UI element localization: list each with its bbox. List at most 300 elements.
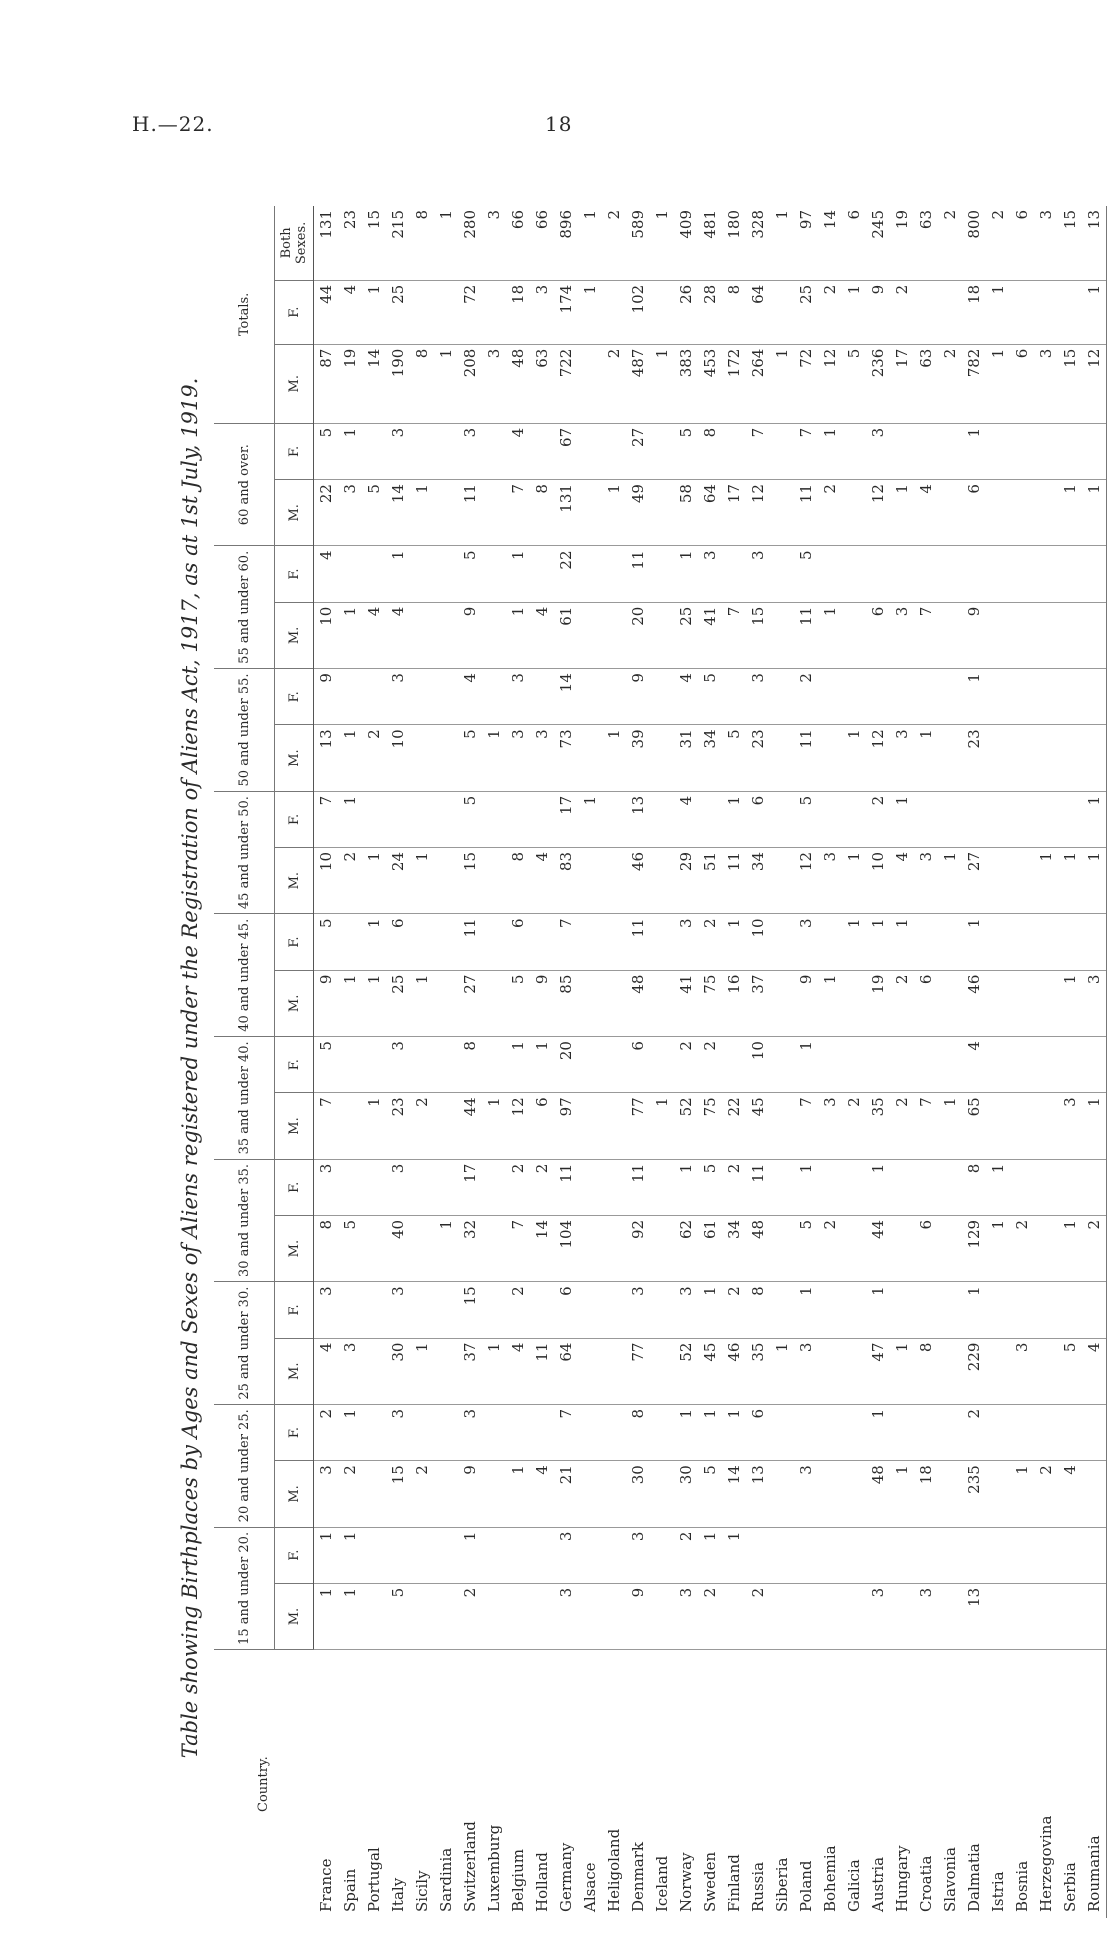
country-name: Poland [794,1650,818,1918]
value-cell [842,423,866,479]
value-cell: 46 [962,970,986,1036]
value-cell [602,423,626,479]
value-cell: 1 [482,725,506,791]
value-cell: 1 [986,344,1010,423]
value-cell: 9 [866,280,890,344]
value-cell [650,1338,674,1404]
value-cell [602,546,626,602]
value-cell [482,1404,506,1460]
value-cell [602,602,626,668]
table-caption: Table showing Birthplaces by Ages and Sexes of Aliens registered under the Registration of Aliens Act, 1917, as at 1st July, 1919. [178,377,202,1759]
value-cell: 27 [458,970,482,1036]
value-cell [650,1583,674,1649]
value-cell [530,546,554,602]
value-cell [578,1461,602,1527]
value-cell [578,1404,602,1460]
value-cell: 5 [794,1215,818,1281]
table-row [434,206,458,1918]
value-cell [890,1404,914,1460]
value-cell [482,847,506,913]
value-cell: 6 [386,914,410,970]
value-cell [914,1159,938,1215]
value-cell: 3 [698,546,722,602]
value-cell: 5 [698,669,722,725]
female-subheader: F. [275,1282,314,1338]
value-cell: 2 [338,847,362,913]
value-cell: 2 [338,1461,362,1527]
value-cell: 174 [554,280,578,344]
value-cell: 35 [866,1093,890,1159]
age-group-header: 55 and under 60. [214,546,275,669]
value-cell: 51 [698,847,722,913]
value-cell: 245 [869,210,887,239]
value-cell [770,725,794,791]
table-row [626,206,650,1918]
value-cell [1058,602,1082,668]
value-cell: 52 [674,1093,698,1159]
value-cell: 9 [314,669,339,725]
value-cell [362,1527,386,1583]
country-name: Iceland [650,1650,674,1918]
value-cell: 2 [890,280,914,344]
table-row [938,206,962,1918]
value-cell [1034,1215,1058,1281]
value-cell: 7 [794,1093,818,1159]
value-cell [578,546,602,602]
value-cell [986,725,1010,791]
male-subheader: M. [275,970,314,1036]
value-cell [578,423,602,479]
value-cell: 3 [914,847,938,913]
value-cell: 8 [722,280,746,344]
value-cell: 3 [1082,970,1107,1036]
value-cell: 11 [794,725,818,791]
country-name: Herzegovina [1034,1650,1058,1918]
value-cell: 1 [578,280,602,344]
value-cell: 5 [314,423,339,479]
value-cell [890,1037,914,1093]
value-cell [818,791,842,847]
table-row [962,206,986,1918]
value-cell: 29 [674,847,698,913]
value-cell: 1 [1010,1461,1034,1527]
value-cell: 1 [653,210,671,220]
value-cell: 5 [674,423,698,479]
table-row [722,206,746,1918]
value-cell: 4 [530,1461,554,1527]
country-name: Portugal [362,1650,386,1918]
value-cell: 25 [386,970,410,1036]
value-cell [362,1338,386,1404]
value-cell: 1 [434,344,458,423]
value-cell: 3 [482,344,506,423]
value-cell: 1 [1082,480,1107,546]
value-cell: 2 [410,1093,434,1159]
value-cell: 1 [338,725,362,791]
value-cell [770,1037,794,1093]
value-cell [1010,546,1034,602]
value-cell: 1 [362,280,386,344]
value-cell: 14 [362,344,386,423]
value-cell: 9 [626,669,650,725]
value-cell [770,1583,794,1649]
value-cell: 3 [626,1282,650,1338]
value-cell [650,1404,674,1460]
value-cell: 77 [626,1093,650,1159]
value-cell: 16 [722,970,746,1036]
value-cell [1058,791,1082,847]
value-cell [578,1159,602,1215]
value-cell: 67 [554,423,578,479]
value-cell: 1 [773,210,791,220]
table-row [866,206,890,1918]
value-cell: 3 [914,1583,938,1649]
country-name: Serbia [1058,1650,1082,1918]
value-cell: 280 [461,210,479,239]
value-cell [602,1583,626,1649]
table-row [458,206,482,1918]
value-cell: 7 [554,1404,578,1460]
value-cell [986,1527,1010,1583]
value-cell [602,791,626,847]
value-cell: 66 [509,210,527,230]
value-cell: 3 [794,1461,818,1527]
table-row [986,206,1010,1918]
value-cell: 3 [1037,210,1055,220]
value-cell: 25 [674,602,698,668]
country-name: Switzerland [458,1650,482,1918]
female-subheader: F. [275,1159,314,1215]
value-cell: 10 [746,914,770,970]
value-cell [842,1461,866,1527]
value-cell [962,546,986,602]
value-cell: 34 [698,725,722,791]
value-cell: 1 [506,602,530,668]
female-subheader: F. [275,1527,314,1583]
value-cell: 41 [698,602,722,668]
value-cell [962,791,986,847]
value-cell: 4 [1058,1461,1082,1527]
value-cell: 7 [554,914,578,970]
value-cell [1058,1583,1082,1649]
value-cell [362,423,386,479]
value-cell: 28 [698,280,722,344]
value-cell [602,1215,626,1281]
male-subheader: M. [275,344,314,423]
value-cell: 41 [674,970,698,1036]
value-cell: 6 [866,602,890,668]
value-cell: 2 [842,1093,866,1159]
value-cell: 1 [842,847,866,913]
value-cell: 17 [722,480,746,546]
value-cell: 1 [866,914,890,970]
value-cell [1082,669,1107,725]
value-cell: 1 [1082,1093,1107,1159]
value-cell: 7 [914,602,938,668]
value-cell: 208 [458,344,482,423]
value-cell [938,602,962,668]
value-cell [1010,1093,1034,1159]
age-group-header: 60 and over. [214,423,275,546]
value-cell: 5 [362,480,386,546]
value-cell [410,1037,434,1093]
value-cell [1082,1583,1107,1649]
value-cell: 13 [626,791,650,847]
value-cell: 2 [794,669,818,725]
value-cell [938,1159,962,1215]
value-cell [890,1527,914,1583]
value-cell: 1 [1082,847,1107,913]
value-cell [482,1282,506,1338]
value-cell: 1 [410,1338,434,1404]
female-subheader: F. [275,546,314,602]
value-cell: 11 [626,914,650,970]
value-cell [1010,1037,1034,1093]
both-sexes-subheader: Both Sexes. [275,206,314,280]
value-cell [986,914,1010,970]
value-cell: 2 [362,725,386,791]
table-row [842,206,866,1918]
value-cell: 45 [746,1093,770,1159]
value-cell [338,669,362,725]
value-cell: 6 [1010,344,1034,423]
age-group-header: 30 and under 35. [214,1159,275,1282]
country-name: Slavonia [938,1650,962,1918]
value-cell [818,546,842,602]
country-name: Galicia [842,1650,866,1918]
value-cell: 129 [962,1215,986,1281]
value-cell [1058,725,1082,791]
value-cell: 5 [722,725,746,791]
value-cell: 2 [866,791,890,847]
value-cell [938,480,962,546]
value-cell [938,1215,962,1281]
value-cell [1034,1583,1058,1649]
value-cell: 25 [794,280,818,344]
value-cell: 37 [746,970,770,1036]
table-row [314,206,339,1918]
value-cell [578,480,602,546]
value-cell [650,423,674,479]
value-cell: 2 [674,1037,698,1093]
value-cell: 17 [554,791,578,847]
value-cell [1010,1527,1034,1583]
value-cell [1034,970,1058,1036]
value-cell: 19 [866,970,890,1036]
value-cell: 383 [674,344,698,423]
age-group-header: 20 and under 25. [214,1404,275,1527]
value-cell [506,1583,530,1649]
value-cell: 5 [506,970,530,1036]
value-cell: 1 [962,423,986,479]
value-cell: 1 [938,847,962,913]
country-name: Siberia [770,1650,794,1918]
value-cell: 19 [338,344,362,423]
value-cell: 72 [794,344,818,423]
value-cell: 19 [893,210,911,230]
value-cell [890,1215,914,1281]
value-cell [770,1282,794,1338]
value-cell: 6 [914,970,938,1036]
value-cell [1010,1282,1034,1338]
value-cell: 6 [746,791,770,847]
value-cell [482,1583,506,1649]
value-cell [938,791,962,847]
value-cell: 1 [890,914,914,970]
value-cell: 48 [506,344,530,423]
value-cell [842,546,866,602]
value-cell: 14 [386,480,410,546]
value-cell: 896 [557,210,575,239]
value-cell [362,791,386,847]
value-cell [1010,480,1034,546]
country-name: Norway [674,1650,698,1918]
value-cell: 3 [1034,344,1058,423]
value-cell: 5 [314,1037,339,1093]
value-cell: 62 [674,1215,698,1281]
table-row [698,206,722,1918]
value-cell: 4 [890,847,914,913]
value-cell: 12 [1082,344,1107,423]
value-cell: 22 [722,1093,746,1159]
value-cell [914,546,938,602]
value-cell: 11 [458,480,482,546]
value-cell: 3 [530,280,554,344]
value-cell: 3 [890,725,914,791]
value-cell [650,970,674,1036]
value-cell [602,1527,626,1583]
value-cell [1082,1404,1107,1460]
value-cell [1034,480,1058,546]
value-cell: 1 [362,970,386,1036]
value-cell [818,1159,842,1215]
value-cell: 1 [314,1583,339,1649]
value-cell: 75 [698,1093,722,1159]
value-cell: 1 [986,1215,1010,1281]
value-cell: 215 [389,210,407,239]
value-cell [986,791,1010,847]
value-cell: 2 [1010,1215,1034,1281]
value-cell: 8 [962,1159,986,1215]
value-cell [482,602,506,668]
value-cell: 12 [794,847,818,913]
value-cell [650,1461,674,1527]
value-cell [434,847,458,913]
value-cell: 2 [530,1159,554,1215]
value-cell: 180 [725,210,743,239]
value-cell [770,280,794,344]
value-cell: 2 [1034,1461,1058,1527]
value-cell [410,1282,434,1338]
country-name: Sicily [410,1650,434,1918]
value-cell [1010,970,1034,1036]
value-cell: 11 [554,1159,578,1215]
value-cell: 1 [674,1404,698,1460]
value-cell: 15 [458,1282,482,1338]
value-cell [434,914,458,970]
value-cell [842,1037,866,1093]
value-cell: 1 [698,1282,722,1338]
value-cell: 2 [698,1583,722,1649]
value-cell: 3 [386,1159,410,1215]
value-cell [410,1215,434,1281]
value-cell [890,1282,914,1338]
value-cell [650,1159,674,1215]
value-cell: 9 [626,1583,650,1649]
value-cell: 14 [821,210,839,230]
value-cell [602,280,626,344]
value-cell [914,791,938,847]
value-cell: 6 [530,1093,554,1159]
value-cell: 6 [845,210,863,220]
value-cell: 15 [746,602,770,668]
value-cell [818,914,842,970]
male-subheader: M. [275,480,314,546]
value-cell: 1 [914,725,938,791]
value-cell: 2 [818,480,842,546]
value-cell [986,1404,1010,1460]
value-cell [410,725,434,791]
value-cell [362,1282,386,1338]
value-cell: 1 [506,1037,530,1093]
value-cell: 1 [866,1404,890,1460]
value-cell: 23 [386,1093,410,1159]
value-cell: 14 [722,1461,746,1527]
value-cell: 1 [890,1338,914,1404]
value-cell: 23 [341,210,359,230]
value-cell: 1 [890,791,914,847]
value-cell [842,791,866,847]
value-cell [578,1338,602,1404]
value-cell [794,1583,818,1649]
value-cell [938,546,962,602]
age-group-header: 15 and under 20. [214,1527,275,1650]
value-cell [914,423,938,479]
value-cell: 8 [626,1404,650,1460]
value-cell: 3 [386,1037,410,1093]
female-subheader: F. [275,1037,314,1093]
country-name: Belgium [506,1650,530,1918]
value-cell [1082,1527,1107,1583]
value-cell [770,423,794,479]
value-cell: 3 [554,1583,578,1649]
value-cell: 1 [770,1338,794,1404]
value-cell: 1 [338,791,362,847]
value-cell [986,1093,1010,1159]
value-cell: 8 [698,423,722,479]
value-cell [770,1159,794,1215]
value-cell: 2 [890,970,914,1036]
value-cell [1034,1093,1058,1159]
male-subheader: M. [275,1338,314,1404]
value-cell [1058,1037,1082,1093]
value-cell: 97 [554,1093,578,1159]
value-cell [434,602,458,668]
value-cell [770,546,794,602]
value-cell: 3 [386,1282,410,1338]
value-cell: 6 [626,1037,650,1093]
value-cell [1010,725,1034,791]
value-cell: 2 [1082,1215,1107,1281]
value-cell: 35 [746,1338,770,1404]
value-cell: 1 [362,914,386,970]
value-cell: 32 [458,1215,482,1281]
value-cell [410,280,434,344]
value-cell [530,1282,554,1338]
value-cell [722,1583,746,1649]
value-cell: 1 [338,970,362,1036]
value-cell: 409 [677,210,695,239]
